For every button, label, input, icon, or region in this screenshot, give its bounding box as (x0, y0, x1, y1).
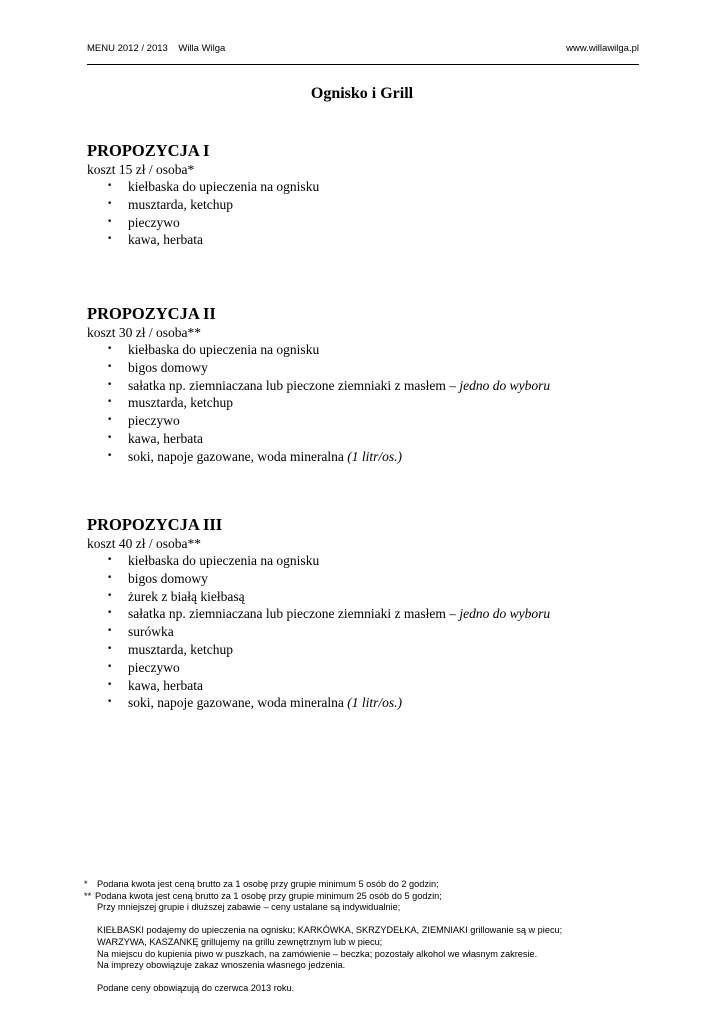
bullet-icon: • (107, 234, 113, 245)
header-divider (87, 64, 639, 65)
footnote-text: Podana kwota jest ceną brutto za 1 osobę przy grupie minimum 25 osób do 5 godzin; (95, 890, 442, 901)
bullet-icon: • (107, 379, 113, 390)
item-volume-note: (1 litr/os.) (347, 695, 403, 711)
item-text: soki, napoje gazowane, woda mineralna (128, 695, 348, 711)
item-text: musztarda, ketchup (128, 196, 233, 212)
offer-heading: PROPOZYCJA I (87, 141, 210, 160)
offer-heading: PROPOZYCJA III (87, 515, 223, 534)
item-text: pieczywo (128, 413, 180, 429)
bullet-icon: • (107, 590, 113, 601)
list-item (87, 588, 647, 606)
offer-price: koszt 40 zł / osoba** (87, 536, 201, 551)
offer-section-3 (87, 515, 647, 712)
list-item (87, 641, 647, 659)
item-text: pieczywo (128, 214, 180, 230)
offer-section-1 (87, 141, 647, 249)
list-item (87, 214, 647, 232)
bullet-icon: • (107, 608, 113, 619)
item-text: kiełbaska do upieczenia na ognisku (128, 553, 320, 568)
item-text: kiełbaska do upieczenia na ognisku (128, 179, 320, 194)
list-item (87, 341, 647, 359)
info-line-4: Na imprezy obowiązuje zakaz wnoszenia własnego jedzenia. (97, 960, 346, 971)
offer-price: koszt 30 zł / osoba** (87, 325, 201, 340)
offer-items (87, 178, 647, 249)
bullet-icon: • (107, 626, 113, 637)
footnotes (84, 879, 644, 995)
item-choice-note: jedno do wyboru (459, 606, 551, 622)
item-text: musztarda, ketchup (128, 395, 233, 411)
list-item (87, 623, 647, 641)
item-text: kiełbaska do upieczenia na ognisku (128, 342, 320, 357)
header-menu-title: MENU 2012 / 2013 Willa Wilga (87, 43, 226, 54)
header-website: www.willawilga.pl (566, 43, 639, 54)
bullet-icon: • (107, 643, 113, 654)
list-item (87, 178, 647, 196)
bullet-icon: • (107, 181, 113, 191)
spacer (84, 972, 644, 984)
bullet-icon: • (107, 572, 113, 583)
bullet-icon: • (107, 450, 113, 461)
bullet-icon: • (107, 432, 113, 443)
item-text: surówka (128, 624, 174, 640)
item-text: bigos domowy (128, 570, 208, 586)
list-item (87, 605, 647, 623)
item-text: pieczywo (128, 659, 180, 675)
footnote-marker: * (84, 879, 88, 889)
list-item (87, 659, 647, 677)
item-text: soki, napoje gazowane, woda mineralna (128, 448, 348, 464)
item-text: bigos domowy (128, 359, 208, 375)
bullet-icon: • (107, 361, 113, 372)
list-item (87, 377, 647, 395)
bullet-icon: • (107, 344, 113, 354)
bullet-icon: • (107, 661, 113, 672)
bullet-icon: • (107, 697, 113, 708)
validity-note: Podane ceny obowiązują do czerwca 2013 roku. (97, 983, 295, 994)
footnote-3: Przy mniejszej grupie i dłuższej zabawie – ceny ustalane są indywidualnie; (97, 902, 401, 913)
footnote-marker: ** (84, 890, 92, 901)
bullet-icon: • (107, 216, 113, 227)
item-text: kawa, herbata (128, 677, 203, 693)
list-item (87, 552, 647, 570)
offer-price: koszt 15 zł / osoba* (87, 162, 195, 177)
item-choice-note: jedno do wyboru (459, 377, 551, 393)
bullet-icon: • (107, 198, 113, 209)
bullet-icon: • (107, 415, 113, 426)
list-item (87, 196, 647, 214)
list-item (87, 677, 647, 695)
list-item (87, 430, 647, 448)
spacer (84, 914, 644, 926)
page-header (87, 42, 639, 56)
list-item (87, 231, 647, 249)
list-item (87, 448, 647, 466)
footnote-1 (84, 879, 644, 891)
offer-items (87, 341, 647, 466)
list-item (87, 394, 647, 412)
bullet-icon: • (107, 555, 113, 565)
item-text: musztarda, ketchup (128, 641, 233, 657)
offer-items (87, 552, 647, 712)
offer-heading: PROPOZYCJA II (87, 304, 216, 323)
footnote-text: Podana kwota jest ceną brutto za 1 osobę przy grupie minimum 5 osób do 2 godzin; (97, 879, 439, 889)
info-line-2: WARZYWA, KASZANKĘ grillujemy na grillu zewnętrznym lub w piecu; (97, 936, 383, 947)
list-item (87, 694, 647, 712)
footnote-2 (84, 891, 644, 903)
item-text: żurek z białą kiełbasą (128, 588, 245, 604)
list-item (87, 412, 647, 430)
bullet-icon: • (107, 679, 113, 690)
bullet-icon: • (107, 397, 113, 408)
info-line-1: KIEŁBASKI podajemy do upieczenia na ognisku; KARKÓWKA, SKRZYDEŁKA, ZIEMNIAKI grillowanie są w piecu; (97, 925, 563, 936)
page-title: Ognisko i Grill (310, 85, 414, 102)
item-text: sałatka np. ziemniaczana lub pieczone ziemniaki z masłem – (128, 377, 460, 393)
item-volume-note: (1 litr/os.) (347, 448, 403, 464)
item-text: kawa, herbata (128, 430, 203, 446)
offer-section-2 (87, 304, 647, 466)
item-text: kawa, herbata (128, 232, 203, 248)
list-item (87, 570, 647, 588)
list-item (87, 359, 647, 377)
item-text: sałatka np. ziemniaczana lub pieczone ziemniaki z masłem – (128, 606, 460, 622)
info-line-3: Na miejscu do kupienia piwo w puszkach, na zamówienie – beczka; pozostały alkohol we własnym zakresie. (97, 948, 538, 959)
